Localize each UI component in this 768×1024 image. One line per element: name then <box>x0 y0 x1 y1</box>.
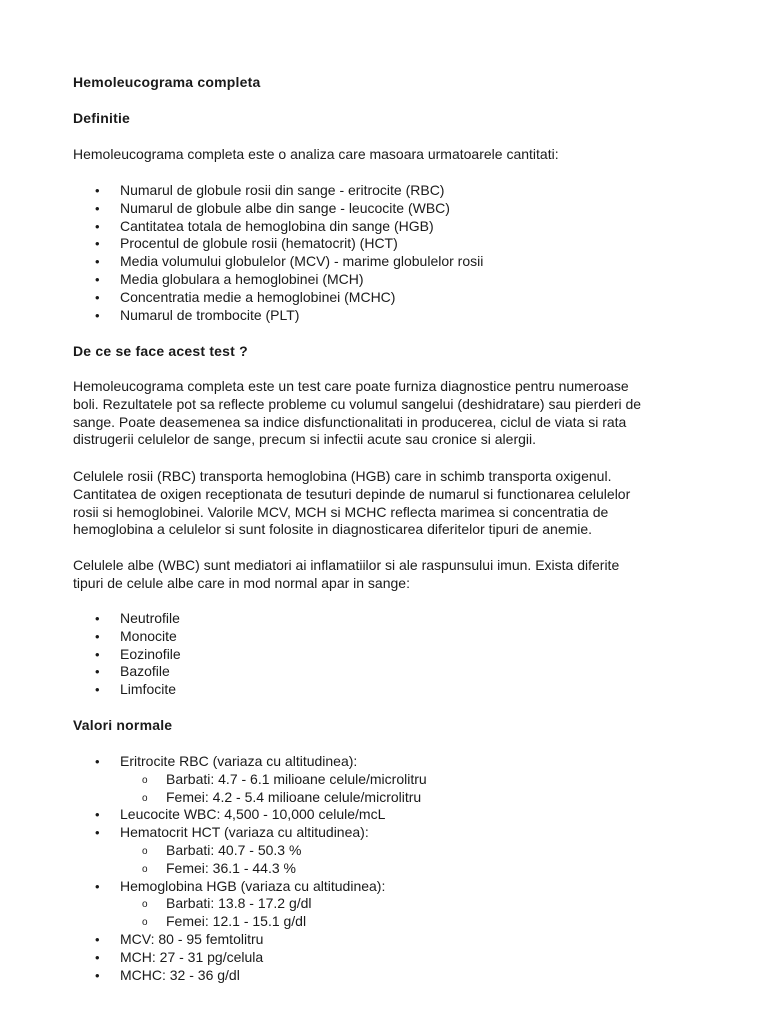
paragraph-line: boli. Rezultatele pot sa reflecte probleme cu volumul sangelui (deshidratare) sau pierderi de <box>73 395 642 412</box>
rbc-sublist <box>120 771 427 807</box>
list-item: • MCV: 80 - 95 femtolitru <box>73 931 427 949</box>
definitie-heading: Definitie <box>73 110 131 126</box>
scop-paragraph-3 <box>73 557 619 593</box>
paragraph-line: Hemoleucograma completa este un test care poate furniza diagnostice pentru numeroase <box>73 378 629 394</box>
list-item: • Numarul de trombocite (PLT) <box>73 307 483 325</box>
sub-item: o Femei: 4.2 - 5.4 milioane celule/microlitru <box>120 789 427 807</box>
list-item: • Neutrofile <box>73 610 181 628</box>
list-item: • Media globulara a hemoglobinei (MCH) <box>73 271 483 289</box>
white-cell-types-list <box>73 610 181 699</box>
valori-heading: Valori normale <box>73 717 173 733</box>
sub-item: o Barbati: 13.8 - 17.2 g/dl <box>120 895 427 913</box>
list-item: • Eozinofile <box>73 646 181 664</box>
list-item: • Numarul de globule rosii din sange - eritrocite (RBC) <box>73 182 483 200</box>
normal-values-list <box>73 753 427 984</box>
list-item: • Limfocite <box>73 681 181 699</box>
paragraph-line: Cantitatea de oxigen receptionata de tesuturi depinde de numarul si functionarea celulelor <box>73 485 631 502</box>
hct-label: Hematocrit HCT (variaza cu altitudinea): <box>120 824 369 841</box>
list-item: • Procentul de globule rosii (hematocrit) (HCT) <box>73 235 483 253</box>
list-item: • Numarul de globule albe din sange - leucocite (WBC) <box>73 200 483 218</box>
sub-item: o Femei: 36.1 - 44.3 % <box>120 860 427 878</box>
list-item: • Cantitatea totala de hemoglobina din sange (HGB) <box>73 218 483 236</box>
paragraph-line: Celulele albe (WBC) sunt mediatori ai inflamatiilor si ale raspunsului imun. Exista diferite <box>73 557 620 573</box>
scop-paragraph-2 <box>73 468 630 539</box>
list-item <box>73 824 427 877</box>
paragraph-line: sange. Poate deasemenea sa indice disfunctionalitati in producerea, ciclul de viata si rata <box>73 413 627 430</box>
list-item: • Leucocite WBC: 4,500 - 10,000 celule/mcL <box>73 806 427 824</box>
hgb-sublist <box>120 895 427 931</box>
scop-heading: De ce se face acest test ? <box>73 343 248 359</box>
document-title: Hemoleucograma completa <box>73 74 261 90</box>
paragraph-line: tipuri de celule albe care in mod normal apar in sange: <box>73 574 410 591</box>
list-item: • Media volumului globulelor (MCV) - marime globulelor rosii <box>73 253 483 271</box>
sub-item: o Barbati: 4.7 - 6.1 milioane celule/microlitru <box>120 771 427 789</box>
sub-item: o Barbati: 40.7 - 50.3 % <box>120 842 427 860</box>
scop-paragraph-1 <box>73 378 641 449</box>
paragraph-line: rosii si hemoglobinei. Valorile MCV, MCH si MCHC reflecta marimea si concentratia de <box>73 503 609 520</box>
hgb-label: Hemoglobina HGB (variaza cu altitudinea): <box>120 877 386 894</box>
list-item <box>73 753 427 806</box>
list-item: • Bazofile <box>73 663 181 681</box>
rbc-label: Eritrocite RBC (variaza cu altitudinea): <box>120 753 358 769</box>
paragraph-line: hemoglobina a celulelor si sunt folosite in diagnosticarea diferitelor tipuri de anemie. <box>73 521 593 538</box>
list-item: • Monocite <box>73 628 181 646</box>
measured-quantities-list <box>73 182 483 324</box>
list-item <box>73 878 427 931</box>
list-item: • MCHC: 32 - 36 g/dl <box>73 967 427 985</box>
hct-sublist <box>120 842 427 878</box>
paragraph-line: Celulele rosii (RBC) transporta hemoglobina (HGB) care in schimb transporta oxigenul. <box>73 468 612 484</box>
sub-item: o Femei: 12.1 - 15.1 g/dl <box>120 913 427 931</box>
list-item: • MCH: 27 - 31 pg/celula <box>73 949 427 967</box>
list-item: • Concentratia medie a hemoglobinei (MCHC) <box>73 289 483 307</box>
paragraph-line: distrugerii celulelor de sange, precum si infectii acute sau cronice si alergii. <box>73 431 536 448</box>
definitie-intro: Hemoleucograma completa este o analiza care masoara urmatoarele cantitati: <box>73 146 559 162</box>
